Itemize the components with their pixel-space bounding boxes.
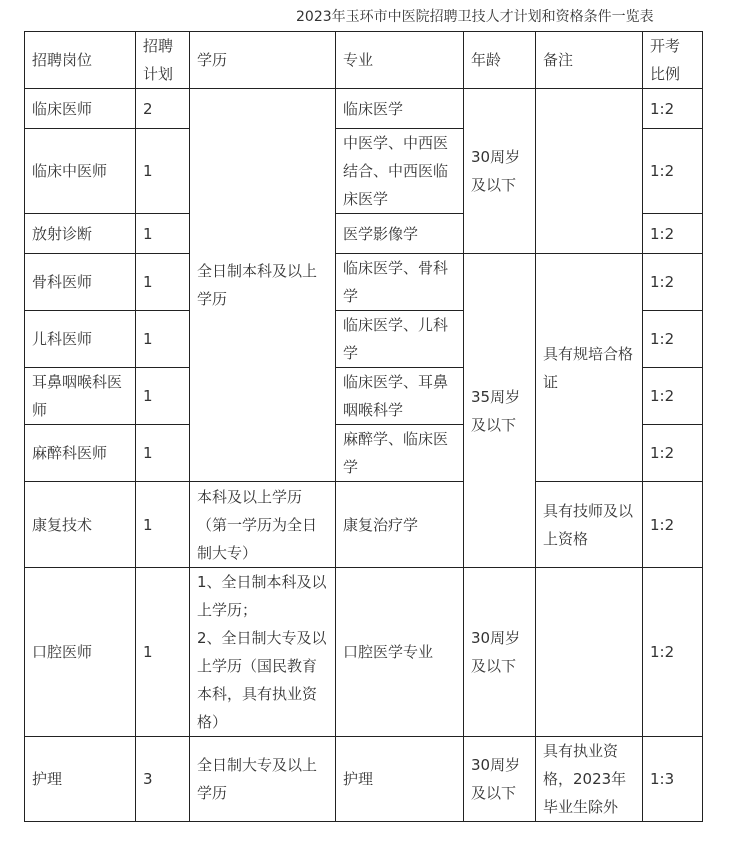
cell-major: 口腔医学专业 — [336, 568, 464, 737]
cell-note: 具有执业资格，2023年毕业生除外 — [536, 737, 643, 822]
header-position: 招聘岗位 — [25, 32, 136, 89]
cell-education: 本科及以上学历（第一学历为全日制大专） — [190, 482, 336, 568]
header-note: 备注 — [536, 32, 643, 89]
cell-position: 骨科医师 — [25, 254, 136, 311]
cell-education: 全日制大专及以上学历 — [190, 737, 336, 822]
header-education: 学历 — [190, 32, 336, 89]
recruitment-table — [24, 31, 703, 822]
cell-position: 临床中医师 — [25, 129, 136, 214]
cell-ratio: 1:2 — [643, 254, 703, 311]
cell-ratio: 1:2 — [643, 425, 703, 482]
header-row — [25, 32, 703, 89]
cell-major: 护理 — [336, 737, 464, 822]
cell-plan: 1 — [136, 425, 190, 482]
cell-major: 临床医学 — [336, 89, 464, 129]
cell-note-empty — [536, 568, 643, 737]
cell-plan: 1 — [136, 254, 190, 311]
cell-plan: 1 — [136, 129, 190, 214]
cell-age-merged-2: 35周岁及以下 — [464, 254, 536, 568]
cell-plan: 1 — [136, 568, 190, 737]
cell-major: 医学影像学 — [336, 214, 464, 254]
cell-major: 临床医学、骨科学 — [336, 254, 464, 311]
cell-ratio: 1:2 — [643, 568, 703, 737]
cell-position: 放射诊断 — [25, 214, 136, 254]
cell-education: 1、全日制本科及以上学历； 2、全日制大专及以上学历（国民教育本科，具有执业资格） — [190, 568, 336, 737]
cell-position: 耳鼻咽喉科医师 — [25, 368, 136, 425]
cell-note-empty — [536, 89, 643, 254]
table-row — [25, 89, 703, 129]
cell-position: 护理 — [25, 737, 136, 822]
table-row — [25, 737, 703, 822]
table-row — [25, 568, 703, 737]
cell-position: 口腔医师 — [25, 568, 136, 737]
cell-position: 麻醉科医师 — [25, 425, 136, 482]
cell-ratio: 1:2 — [643, 214, 703, 254]
cell-major: 麻醉学、临床医学 — [336, 425, 464, 482]
table-row — [25, 482, 703, 568]
cell-major: 临床医学、儿科学 — [336, 311, 464, 368]
cell-major: 康复治疗学 — [336, 482, 464, 568]
cell-plan: 3 — [136, 737, 190, 822]
cell-ratio: 1:2 — [643, 89, 703, 129]
cell-major: 中医学、中西医结合、中西医临床医学 — [336, 129, 464, 214]
table-caption: 2023年玉环市中医院招聘卫技人才计划和资格条件一览表 — [296, 9, 654, 25]
cell-ratio: 1:3 — [643, 737, 703, 822]
cell-position: 康复技术 — [25, 482, 136, 568]
cell-age-merged-1: 30周岁及以下 — [464, 89, 536, 254]
cell-ratio: 1:2 — [643, 482, 703, 568]
cell-plan: 1 — [136, 368, 190, 425]
cell-ratio: 1:2 — [643, 129, 703, 214]
cell-education-merged: 全日制本科及以上学历 — [190, 89, 336, 482]
header-ratio: 开考 比例 — [643, 32, 703, 89]
cell-plan: 2 — [136, 89, 190, 129]
cell-ratio: 1:2 — [643, 368, 703, 425]
cell-plan: 1 — [136, 482, 190, 568]
cell-note-merged: 具有规培合格证 — [536, 254, 643, 482]
header-age: 年龄 — [464, 32, 536, 89]
cell-age: 30周岁及以下 — [464, 568, 536, 737]
cell-position: 儿科医师 — [25, 311, 136, 368]
cell-ratio: 1:2 — [643, 311, 703, 368]
cell-position: 临床医师 — [25, 89, 136, 129]
cell-age: 30周岁及以下 — [464, 737, 536, 822]
header-plan: 招聘 计划 — [136, 32, 190, 89]
cell-plan: 1 — [136, 311, 190, 368]
cell-note: 具有技师及以上资格 — [536, 482, 643, 568]
cell-major: 临床医学、耳鼻咽喉科学 — [336, 368, 464, 425]
cell-plan: 1 — [136, 214, 190, 254]
table-row — [25, 254, 703, 311]
header-major: 专业 — [336, 32, 464, 89]
